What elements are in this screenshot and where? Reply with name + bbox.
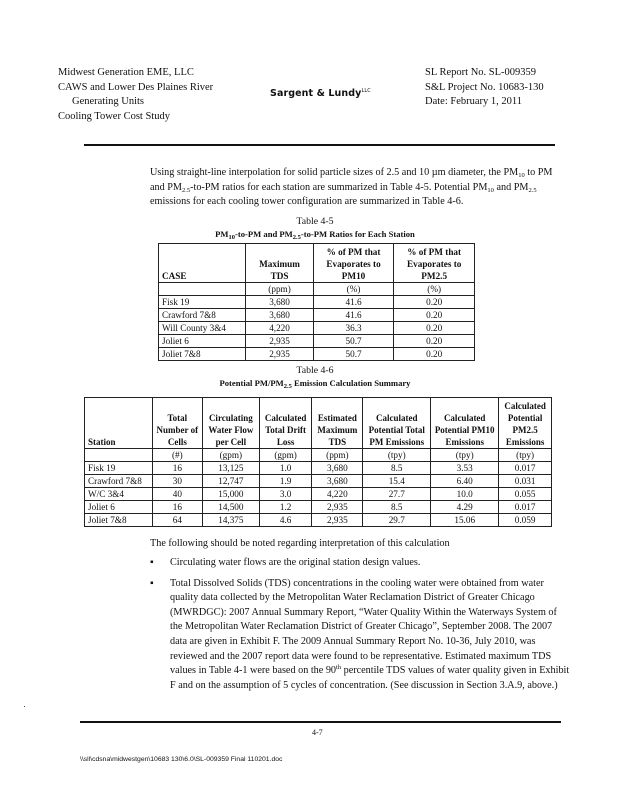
header-company-block bbox=[58, 66, 213, 124]
note-text: percentile TDS values of water quality given in Exhibit F and on the assumption of 5 cycles of concentration. (See discussion in Section 3.A.9, above.) bbox=[170, 665, 570, 691]
header-cell: Total Number of Cells bbox=[152, 398, 202, 449]
company-logo bbox=[270, 88, 371, 99]
pm25-pct-cell: 0.20 bbox=[394, 335, 475, 348]
header-cell: Station bbox=[85, 398, 153, 449]
unit-cell: (%) bbox=[313, 283, 394, 296]
intro-text: emissions for each cooling tower configuration are summarized in Table 4-6. bbox=[150, 196, 464, 208]
header-cell: Estimated Maximum TDS bbox=[312, 398, 363, 449]
case-cell: Joliet 6 bbox=[159, 335, 246, 348]
station-cell: Fisk 19 bbox=[85, 462, 153, 475]
drift-loss-cell: 1.9 bbox=[259, 475, 312, 488]
header-cell: Calculated Potential PM10 Emissions bbox=[431, 398, 499, 449]
table-header-row bbox=[85, 398, 552, 449]
pm25-cell: 0.017 bbox=[499, 462, 552, 475]
unit-cell: (%) bbox=[394, 283, 475, 296]
total-pm-cell: 8.5 bbox=[363, 501, 431, 514]
pm10-pct-cell: 41.6 bbox=[313, 309, 394, 322]
flow-cell: 12,747 bbox=[203, 475, 260, 488]
table-row bbox=[159, 348, 475, 361]
table-4-6-caption bbox=[150, 365, 480, 389]
header-cell: % of PM that Evaporates to PM2.5 bbox=[394, 244, 475, 283]
title-part: Potential PM/PM bbox=[219, 378, 284, 388]
tds-cell: 4,220 bbox=[246, 322, 313, 335]
unit-cell bbox=[159, 283, 246, 296]
notes-lead: The following should be noted regarding interpretation of this calculation bbox=[150, 538, 450, 549]
pm10-pct-cell: 36.3 bbox=[313, 322, 394, 335]
table-row bbox=[159, 335, 475, 348]
pm25-pct-cell: 0.20 bbox=[394, 309, 475, 322]
pm10-cell: 10.0 bbox=[431, 488, 499, 501]
pm25-pct-cell: 0.20 bbox=[394, 348, 475, 361]
table-row bbox=[159, 309, 475, 322]
table-row bbox=[85, 501, 552, 514]
flow-cell: 15,000 bbox=[203, 488, 260, 501]
table-row bbox=[85, 488, 552, 501]
header-cell: % of PM that Evaporates to PM10 bbox=[313, 244, 394, 283]
pm25-cell: 0.031 bbox=[499, 475, 552, 488]
table-row bbox=[85, 475, 552, 488]
tds-cell: 2,935 bbox=[312, 501, 363, 514]
header-divider bbox=[84, 144, 555, 146]
cells-count-cell: 16 bbox=[152, 501, 202, 514]
header-report-block bbox=[425, 66, 544, 110]
intro-text: and PM bbox=[493, 181, 529, 193]
header-company-line: CAWS and Lower Des Plaines River bbox=[58, 81, 214, 93]
table-row bbox=[159, 322, 475, 335]
tds-cell: 2,935 bbox=[312, 514, 363, 527]
unit-cell: (gpm) bbox=[203, 449, 260, 462]
header-cell: Maximum TDS bbox=[246, 244, 313, 283]
intro-text: -to-PM ratios for each station are summarized in Table 4-5. Potential PM bbox=[190, 181, 488, 193]
drift-loss-cell: 1.2 bbox=[259, 501, 312, 514]
intro-paragraph bbox=[150, 166, 568, 210]
header-company-line: Cooling Tower Cost Study bbox=[58, 110, 170, 122]
pm10-cell: 6.40 bbox=[431, 475, 499, 488]
header-company-line: Midwest Generation EME, LLC bbox=[58, 67, 194, 78]
note-text: Circulating water flows are the original station design values. bbox=[170, 557, 421, 568]
pm25-cell: 0.055 bbox=[499, 488, 552, 501]
list-item bbox=[150, 556, 570, 571]
tds-cell: 3,680 bbox=[246, 296, 313, 309]
footer-divider bbox=[80, 721, 561, 723]
flow-cell: 14,375 bbox=[203, 514, 260, 527]
table-title bbox=[150, 377, 480, 389]
cells-count-cell: 64 bbox=[152, 514, 202, 527]
pm10-pct-cell: 50.7 bbox=[313, 348, 394, 361]
logo-mark: LLC bbox=[361, 88, 371, 94]
header-cell: Circulating Water Flow per Cell bbox=[203, 398, 260, 449]
pm10-cell: 15.06 bbox=[431, 514, 499, 527]
pm10-pct-cell: 41.6 bbox=[313, 296, 394, 309]
total-pm-cell: 8.5 bbox=[363, 462, 431, 475]
station-cell: Joliet 7&8 bbox=[85, 514, 153, 527]
subscript: 2.5 bbox=[292, 234, 301, 241]
tds-cell: 3,680 bbox=[312, 462, 363, 475]
total-pm-cell: 15.4 bbox=[363, 475, 431, 488]
superscript: th bbox=[336, 664, 342, 672]
table-4-6 bbox=[84, 397, 552, 527]
unit-cell: (ppm) bbox=[312, 449, 363, 462]
pm10-cell: 3.53 bbox=[431, 462, 499, 475]
drift-loss-cell: 4.6 bbox=[259, 514, 312, 527]
project-number: S&L Project No. 10683-130 bbox=[425, 81, 544, 93]
unit-cell: (gpm) bbox=[259, 449, 312, 462]
list-item bbox=[150, 577, 570, 694]
page-number: 4-7 bbox=[312, 728, 323, 737]
case-cell: Joliet 7&8 bbox=[159, 348, 246, 361]
station-cell: Joliet 6 bbox=[85, 501, 153, 514]
pm25-pct-cell: 0.20 bbox=[394, 322, 475, 335]
tds-cell: 4,220 bbox=[312, 488, 363, 501]
intro-text: to PM and PM bbox=[150, 167, 553, 193]
table-4-5 bbox=[158, 243, 475, 361]
logo-text: Sargent & Lundy bbox=[270, 88, 362, 100]
pm25-cell: 0.017 bbox=[499, 501, 552, 514]
case-cell: Will County 3&4 bbox=[159, 322, 246, 335]
table-header-row bbox=[159, 244, 475, 283]
file-path: \\sll\cdsna\midwestgen\10683 130\6.0\SL-009359 Final 110201.doc bbox=[80, 756, 283, 763]
unit-cell: (tpy) bbox=[499, 449, 552, 462]
bullet-icon: ▪ bbox=[150, 557, 154, 568]
pm10-pct-cell: 50.7 bbox=[313, 335, 394, 348]
table-4-5-caption bbox=[150, 216, 480, 240]
intro-text: Using straight-line interpolation for solid particle sizes of 2.5 and 10 µm diameter, the PM bbox=[150, 167, 519, 178]
case-cell: Crawford 7&8 bbox=[159, 309, 246, 322]
units-row bbox=[85, 449, 552, 462]
subscript: 10 bbox=[518, 172, 525, 179]
header-cell: Calculated Potential PM2.5 Emissions bbox=[499, 398, 552, 449]
scan-speck bbox=[24, 706, 25, 707]
case-cell: Fisk 19 bbox=[159, 296, 246, 309]
cells-count-cell: 40 bbox=[152, 488, 202, 501]
subscript: 2.5 bbox=[528, 186, 537, 194]
header-cell: Calculated Total Drift Loss bbox=[259, 398, 312, 449]
title-part: -to-PM and PM bbox=[235, 229, 293, 239]
note-text: Total Dissolved Solids (TDS) concentrations in the cooling water were obtained from water quality data collected by the Metropolitan Water Reclamation District of Greater Chicago (MWRDGC): 2007 Annual Summary Report, “Water Quality Within the Waterways System of the Metropolitan Water Reclamation District of Greater Chicago”, September 2008. The 2007 data are given in Exhibit F. The 2009 Annual Summary Report No. 10-36, July 2010, was reviewed and the 2007 report data were found to be representative. Estimated maximum TDS values in Table 4-1 were based on the 90 bbox=[170, 577, 557, 677]
report-number: SL Report No. SL-009359 bbox=[425, 67, 537, 78]
flow-cell: 14,500 bbox=[203, 501, 260, 514]
units-row bbox=[159, 283, 475, 296]
tds-cell: 3,680 bbox=[246, 309, 313, 322]
tds-cell: 2,935 bbox=[246, 335, 313, 348]
unit-cell bbox=[85, 449, 153, 462]
table-title bbox=[150, 228, 480, 240]
tds-cell: 2,935 bbox=[246, 348, 313, 361]
unit-cell: (ppm) bbox=[246, 283, 313, 296]
unit-cell: (tpy) bbox=[431, 449, 499, 462]
title-part: Emission Calculation Summary bbox=[291, 378, 411, 388]
drift-loss-cell: 3.0 bbox=[259, 488, 312, 501]
pm25-pct-cell: 0.20 bbox=[394, 296, 475, 309]
pm25-cell: 0.059 bbox=[499, 514, 552, 527]
unit-cell: (#) bbox=[152, 449, 202, 462]
notes-list bbox=[150, 556, 570, 699]
header-cell: Calculated Potential Total PM Emissions bbox=[363, 398, 431, 449]
cells-count-cell: 16 bbox=[152, 462, 202, 475]
table-number: Table 4-5 bbox=[296, 216, 334, 227]
header-company-line: Generating Units bbox=[72, 96, 145, 107]
title-part: PM bbox=[215, 229, 229, 239]
header-cell: CASE bbox=[159, 244, 246, 283]
table-row bbox=[85, 514, 552, 527]
table-row bbox=[159, 296, 475, 309]
flow-cell: 13,125 bbox=[203, 462, 260, 475]
cells-count-cell: 30 bbox=[152, 475, 202, 488]
subscript: 10 bbox=[228, 234, 236, 241]
subscript: 10 bbox=[487, 186, 494, 194]
total-pm-cell: 29.7 bbox=[363, 514, 431, 527]
subscript: 2.5 bbox=[283, 383, 292, 390]
drift-loss-cell: 1.0 bbox=[259, 462, 312, 475]
station-cell: W/C 3&4 bbox=[85, 488, 153, 501]
title-part: -to-PM Ratios for Each Station bbox=[300, 229, 415, 239]
table-row bbox=[85, 462, 552, 475]
bullet-icon: ▪ bbox=[150, 577, 154, 589]
report-date: Date: February 1, 2011 bbox=[425, 96, 523, 107]
table-number: Table 4-6 bbox=[296, 365, 334, 376]
unit-cell: (tpy) bbox=[363, 449, 431, 462]
total-pm-cell: 27.7 bbox=[363, 488, 431, 501]
tds-cell: 3,680 bbox=[312, 475, 363, 488]
station-cell: Crawford 7&8 bbox=[85, 475, 153, 488]
pm10-cell: 4.29 bbox=[431, 501, 499, 514]
subscript: 2.5 bbox=[181, 186, 191, 194]
